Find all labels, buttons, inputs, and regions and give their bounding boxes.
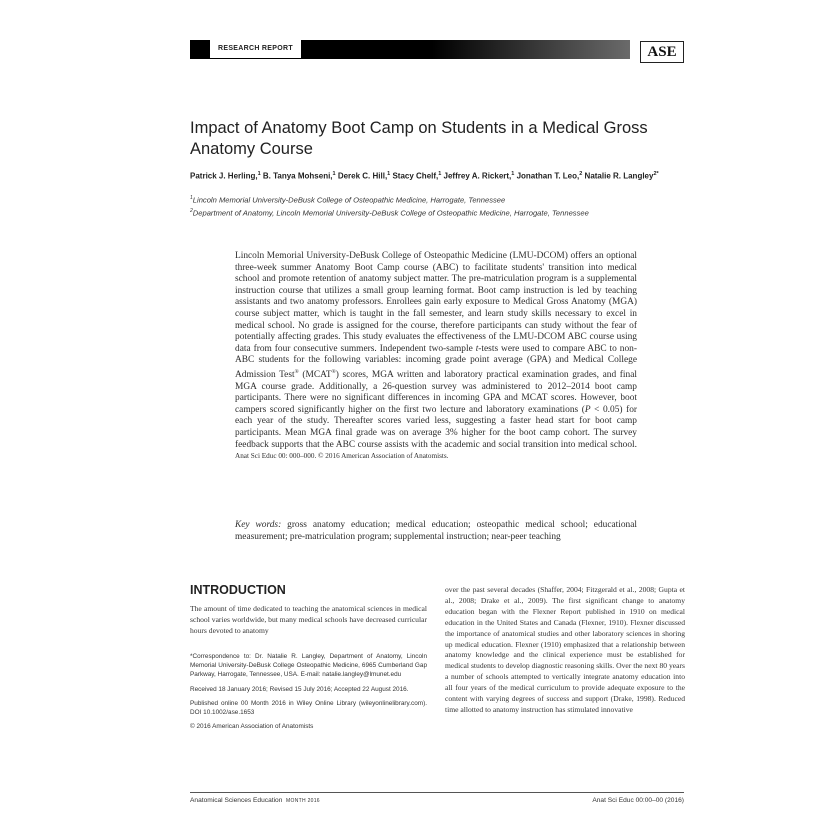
author-affil-mark: 1 — [511, 171, 515, 177]
abstract-italic-p: P — [584, 404, 591, 415]
author-affil-mark: 2* — [653, 171, 659, 177]
footer-journal-name: Anatomical Sciences Education — [190, 797, 283, 804]
affil-mark: 1 — [190, 195, 193, 201]
keywords-label: Key words: — [235, 520, 282, 530]
journal-logo: ASE — [640, 41, 684, 63]
affil-text: Lincoln Memorial University-DeBusk College of Osteopathic Medicine, Harrogate, Tennessee — [192, 195, 506, 205]
affil-text: Department of Anatomy, Lincoln Memorial University-DeBusk College of Osteopathic Medicine, Harrogate, Tennessee — [192, 208, 589, 218]
intro-paragraph-left: The amount of time dedicated to teaching the anatomical sciences in medical school varies worldwide, but many medical schools have decreased curricular hours devoted to anatomy — [190, 604, 427, 635]
section-label: RESEARCH REPORT — [210, 40, 301, 58]
author-name: Stacy Chelf, — [390, 171, 439, 181]
abstract-text: ) scores, MGA written and laboratory practical examination grades, and final MGA course grade. Additionally, a 26-question survey was administered to 2012–2014 boot camp participants. There were no significant differences in incoming GPA and MCAT scores. However, boot campers scored significantly higher on the first two lecture and laboratory examinations ( — [235, 370, 637, 415]
publication-info: Published online 00 Month 2016 in Wiley Online Library (wileyonlinelibrary.com). DOI 10.1002/ase.1653 — [190, 699, 427, 717]
copyright-line: © 2016 American Association of Anatomists — [190, 723, 314, 731]
affiliations — [190, 193, 680, 218]
section-heading-introduction: INTRODUCTION — [190, 583, 286, 597]
received-dates: Received 18 January 2016; Revised 15 July 2016; Accepted 22 August 2016. — [190, 685, 409, 693]
registered-mark: ® — [331, 368, 336, 375]
abstract-text: < 0.05) for each year of the study. Thereafter scores varied less, suggesting a faster head start for boot camp participants. Mean MGA final grade was on average 3% higher for the boot camp cohort. The survey feedback supports that the ABC course assists with the academic and social transition into medical school. — [235, 404, 638, 450]
author-name: B. Tanya Mohseni, — [260, 171, 333, 181]
abstract — [235, 251, 637, 463]
abstract-text: -tests were used to compare ABC to non-ABC students for the following variables: incoming grade point average (GPA) and Medical College Admission Test — [235, 343, 637, 381]
footer-divider — [190, 792, 684, 793]
keywords — [235, 520, 637, 543]
abstract-text: Lincoln Memorial University-DeBusk College of Osteopathic Medicine (LMU-DCOM) offers an optional three-week summer Anatomy Boot Camp course (ABC) to facilitate students' transition into medical school and promote retention of anatomy subject matter. The pre-matriculation program is a supplemental instruction course that utilizes a small group learning format. Boot camp instruction is led by teaching assistants and two anatomy professors. Enrollees gain early exposure to Medical Gross Anatomy (MGA) course subject matter, which is taught in the fall semester, and learn study skills necessary to excel in medical school. No grade is assigned for the course, therefore participants can study without the fear of potentially affecting grades. This study evaluates the effectiveness of the LMU-DCOM ABC course using data from four consecutive summers. Independent two-sample — [235, 251, 637, 354]
author-affil-mark: 1 — [332, 171, 336, 177]
author-name: Natalie R. Langley — [582, 171, 654, 181]
footer-citation: Anat Sci Educ 00:00–00 (2016) — [592, 797, 684, 804]
author-affil-mark: 1 — [387, 171, 391, 177]
article-title: Impact of Anatomy Boot Camp on Students in a Medical Gross Anatomy Course — [190, 119, 648, 158]
registered-mark: ® — [294, 368, 299, 375]
abstract-text: (MCAT — [298, 370, 332, 381]
author-list — [190, 168, 680, 183]
correspondence-block — [190, 652, 427, 736]
affiliation-1 — [190, 193, 680, 206]
affiliation-2 — [190, 206, 680, 219]
author-name: Patrick J. Herling, — [190, 171, 258, 181]
footer-journal — [190, 797, 320, 804]
keywords-text: gross anatomy education; medical education; osteopathic medical school; educational measurement; pre-matriculation program; supplemental instruction; near-peer teaching — [235, 520, 637, 542]
footer-month: MONTH 2016 — [286, 798, 320, 804]
author-name: Jeffrey A. Rickert, — [441, 171, 512, 181]
abstract-italic-t: t — [475, 343, 479, 354]
correspondence-address: *Correspondence to: Dr. Natalie R. Langley, Department of Anatomy, Lincoln Memorial University-DeBusk College Osteopathic Medicine, 6965 Cumberland Gap Parkway, Harrogate, Tennessee, USA. E-mail: natalie.langley@lmunet.edu — [190, 653, 427, 679]
affil-mark: 2 — [190, 207, 193, 214]
abstract-citation: Anat Sci Educ 00: 000–000. © 2016 American Association of Anatomists. — [235, 452, 449, 461]
author-name: Jonathan T. Leo, — [514, 171, 580, 181]
author-affil-mark: 1 — [257, 171, 261, 177]
author-name: Derek C. Hill, — [335, 171, 388, 181]
author-affil-mark: 1 — [438, 171, 442, 177]
intro-paragraph-right: over the past several decades (Shaffer, 2004; Fitzgerald et al., 2008; Gupta et al., 2008; Drake et al., 2009). The first significant change to anatomy education began with the Flexner Report published in 1910 on medical education in the United States and Canada (Flexner, 1910). Flexner discussed the importance of anatomical studies and other laboratory sciences in shoring up medical education. Flexner (1910) emphasized that a relationship between anatomy knowledge and the clinical experience must be established for medical students to develop diagnostic reasoning skills. Over the next 80 years a number of schools attempted to vertically integrate anatomy education into all four years of the medical curriculum to provide adequate exposure to the content with varying degrees of success and support (Drake, 1998). Reduced time allotted to anatomy instruction has stimulated innovative — [445, 585, 685, 714]
author-affil-mark: 2 — [579, 171, 583, 177]
